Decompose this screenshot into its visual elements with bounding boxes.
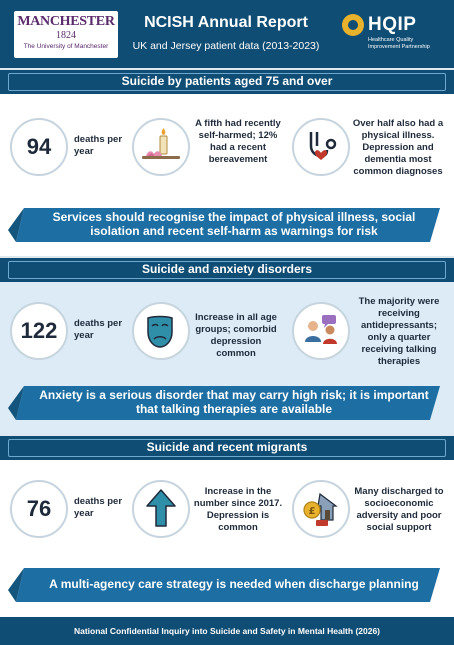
candle-flower-icon [132,118,190,176]
note-social-support: Many discharged to socioeconomic adversity and poor social support [354,486,444,533]
uom-logo-year: 1824 [56,30,76,41]
hqip-logo [342,14,446,58]
house-money-icon [292,480,350,538]
section-heading: Suicide by patients aged 75 and over [8,73,446,91]
section-heading-bar [0,434,454,460]
mask-icon [132,302,190,360]
key-message-ribbon [8,566,444,604]
talking-therapy-icon [292,302,350,360]
hqip-name: HQIP [368,14,417,35]
report-subtitle: UK and Jersey patient data (2013-2023) [132,40,320,52]
section-heading-bar [0,68,454,94]
key-message: Anxiety is a serious disorder that may carry high risk; it is important that talking therapies are available [39,388,429,416]
stat-label: deaths per year [74,496,123,519]
university-of-manchester-logo [14,11,118,58]
stethoscope-heart-icon [292,118,350,176]
key-message: A multi-agency care strategy is needed when discharge planning [49,577,419,591]
note-migrant-increase: Increase in the number since 2017. Depression is common [193,486,283,533]
section-panel-older-patients [0,94,454,256]
hqip-mark-icon [342,14,364,36]
section-heading: Suicide and recent migrants [8,439,446,457]
section-heading-bar [0,256,454,282]
note-self-harm: A fifth had recently self-harmed; 12% had a recent bereavement [195,118,281,165]
svg-text:£: £ [308,506,316,517]
stat-label: deaths per year [74,134,123,157]
stat-circle: 76 [10,480,68,538]
section-panel-anxiety [0,282,454,434]
report-header [0,0,454,68]
stat-circle: 94 [10,118,68,176]
note-physical-illness: Over half also had a physical illness. Depression and dementia most common diagnoses [352,118,444,177]
note-anxiety-increase: Increase in all age groups; comorbid depression common [195,312,277,359]
section-heading: Suicide and anxiety disorders [8,261,446,279]
note-antidepressants: The majority were receiving antidepressants; only a quarter receiving talking therapies [358,296,440,367]
section-panel-migrants [0,460,454,617]
key-message-ribbon [8,206,444,244]
hqip-tagline: Healthcare Quality Improvement Partnership [368,37,430,50]
stat-label: deaths per year [74,318,123,341]
uom-logo-sub: The University of Manchester [23,43,109,50]
key-message-ribbon [8,384,444,422]
uom-logo-name: MANCHESTER [17,14,115,29]
key-message: Services should recognise the impact of physical illness, social isolation and recent self-harm as warnings for risk [52,210,416,238]
report-footer: National Confidential Inquiry into Suicide and Safety in Mental Health (2026) [0,617,454,645]
report-title: NCISH Annual Report [144,14,308,31]
up-arrow-icon [132,480,190,538]
stat-circle: 122 [10,302,68,360]
